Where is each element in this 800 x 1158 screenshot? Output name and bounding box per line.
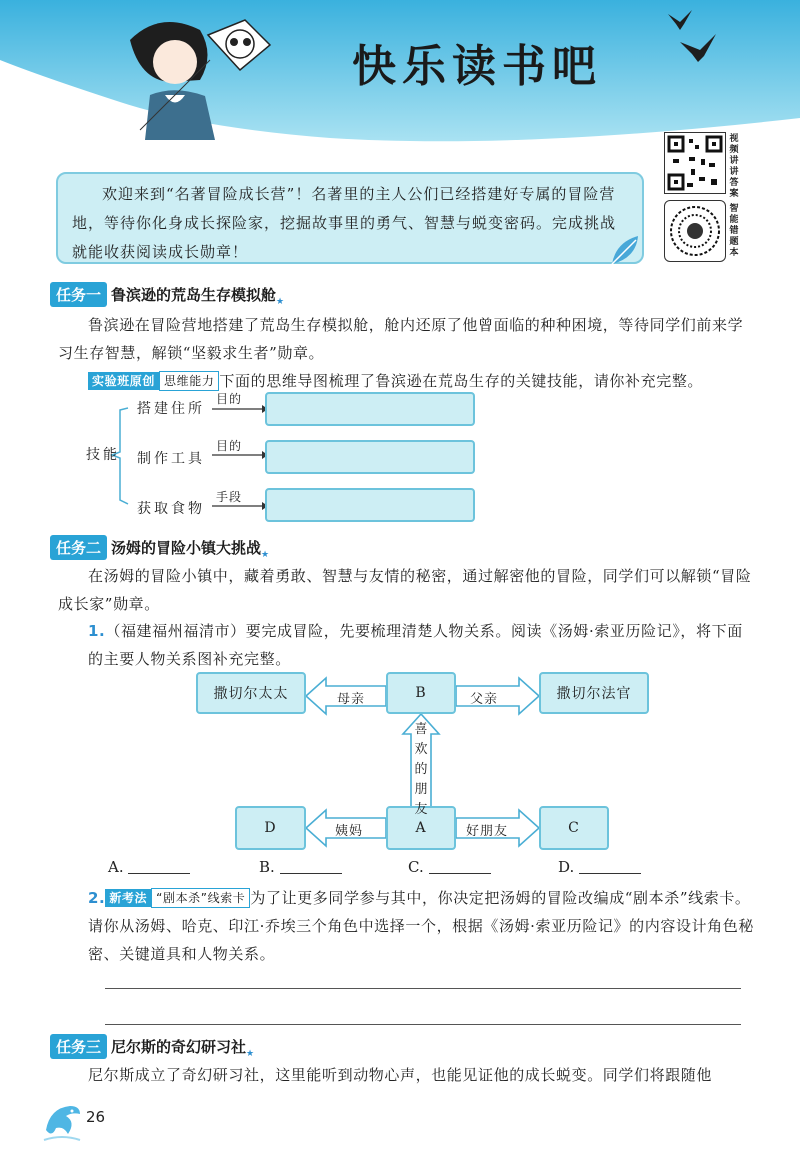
q2-text: 为了让更多同学参与其中，你决定把汤姆的冒险改编成“剧本杀”线索卡。请你从汤姆、哈克、印江·乔埃三个角色中选择一个，根据《汤姆·索亚历险记》的内容设计角色秘密、关键道具和人物关系。 bbox=[88, 889, 754, 963]
option-c-blank[interactable] bbox=[429, 859, 491, 874]
task1-instruction: 下面的思维导图梳理了鲁滨逊在荒岛生存的关键技能，请你补充完整。 bbox=[219, 372, 704, 390]
task3-name: 尼尔斯的奇幻研习社 bbox=[111, 1038, 247, 1056]
branch-edge-1: 目的 bbox=[216, 392, 243, 406]
task3-intro bbox=[58, 1061, 752, 1089]
option-c-label: C. bbox=[408, 858, 424, 876]
page-number: 26 bbox=[86, 1108, 106, 1126]
q2-number: 2. bbox=[88, 889, 106, 907]
page-title: 快乐读书吧 bbox=[352, 41, 602, 92]
node-d[interactable]: D bbox=[235, 806, 306, 850]
branch-label-3: 获取食物 bbox=[137, 501, 205, 517]
video-qr-label: 视频讲讲答案 bbox=[729, 134, 739, 199]
task1-intro-text: 鲁滨逊在冒险营地搭建了荒岛生存模拟舱，舱内还原了他曾面临的种种困境，等待同学们前来学习生存智慧，解锁“坚毅求生者”勋章。 bbox=[58, 316, 744, 362]
star-icon: ★ bbox=[276, 297, 285, 307]
task3-intro-text: 尼尔斯成立了奇幻研习社，这里能听到动物心声，也能见证他的成长蜕变。同学们将跟随他 bbox=[88, 1066, 713, 1084]
q1-text: （福建福州福清市）要完成冒险，先要梳理清楚人物关系。阅读《汤姆·索亚历险记》，将下面的主要人物关系图补充完整。 bbox=[88, 622, 743, 668]
task2-intro-text: 在汤姆的冒险小镇中，藏着勇敢、智慧与友情的秘密，通过解密他的冒险，同学们可以解锁“冒险成长家”勋章。 bbox=[58, 567, 752, 613]
task2-tag: 任务二 bbox=[50, 535, 107, 560]
node-mrs-thatcher: 撒切尔太太 bbox=[196, 672, 306, 714]
edge-mother: 母亲 bbox=[337, 692, 366, 707]
option-d bbox=[558, 858, 641, 876]
option-b bbox=[259, 858, 342, 876]
branch-edge-2: 目的 bbox=[216, 439, 243, 453]
option-b-label: B. bbox=[259, 858, 275, 876]
edge-likes: 喜欢的朋友 bbox=[414, 722, 428, 817]
answer-line-1[interactable] bbox=[105, 988, 741, 989]
original-badge: 实验班原创 bbox=[88, 372, 159, 390]
star-icon: ★ bbox=[246, 1049, 255, 1059]
task2-q2 bbox=[88, 884, 754, 968]
q1-number: 1. bbox=[88, 622, 106, 640]
task1-tag: 任务一 bbox=[50, 282, 107, 307]
edge-father: 父亲 bbox=[470, 692, 499, 707]
dolphin-icon bbox=[40, 1100, 84, 1144]
option-d-label: D. bbox=[558, 858, 575, 876]
edge-aunt: 姨妈 bbox=[335, 824, 364, 839]
option-a-label: A. bbox=[108, 858, 124, 876]
answer-line-2[interactable] bbox=[105, 1024, 741, 1025]
skill-badge: 思维能力 bbox=[159, 371, 219, 391]
node-judge-thatcher: 撒切尔法官 bbox=[539, 672, 649, 714]
edge-good-friend: 好朋友 bbox=[466, 824, 509, 839]
task1-name: 鲁滨逊的荒岛生存模拟舱 bbox=[111, 286, 277, 304]
option-a bbox=[108, 858, 190, 876]
branch-label-2: 制作工具 bbox=[137, 451, 205, 467]
task3-header bbox=[50, 1034, 254, 1059]
node-c[interactable]: C bbox=[539, 806, 609, 850]
mindmap-root: 技能 bbox=[86, 447, 120, 463]
task3-tag: 任务三 bbox=[50, 1034, 107, 1059]
clue-card-badge: “剧本杀”线索卡 bbox=[151, 888, 250, 908]
option-a-blank[interactable] bbox=[128, 859, 190, 874]
star-icon: ★ bbox=[261, 550, 270, 560]
option-b-blank[interactable] bbox=[280, 859, 342, 874]
new-test-badge: 新考法 bbox=[105, 889, 151, 907]
branch-label-1: 搭建住所 bbox=[137, 401, 205, 417]
task2-name: 汤姆的冒险小镇大挑战 bbox=[111, 539, 262, 557]
node-b[interactable]: B bbox=[386, 672, 456, 714]
option-c bbox=[408, 858, 491, 876]
node-a[interactable]: A bbox=[386, 806, 456, 850]
error-book-qr-label: 智能错题本 bbox=[729, 204, 739, 258]
welcome-text: 欢迎来到“名著冒险成长营”！名著里的主人公们已经搭建好专属的冒险营地，等待你化身成长探险家，挖掘故事里的勇气、智慧与蜕变密码。完成挑战就能收获阅读成长勋章！ bbox=[72, 185, 617, 261]
branch-edge-3: 手段 bbox=[216, 490, 243, 504]
option-d-blank[interactable] bbox=[579, 859, 641, 874]
